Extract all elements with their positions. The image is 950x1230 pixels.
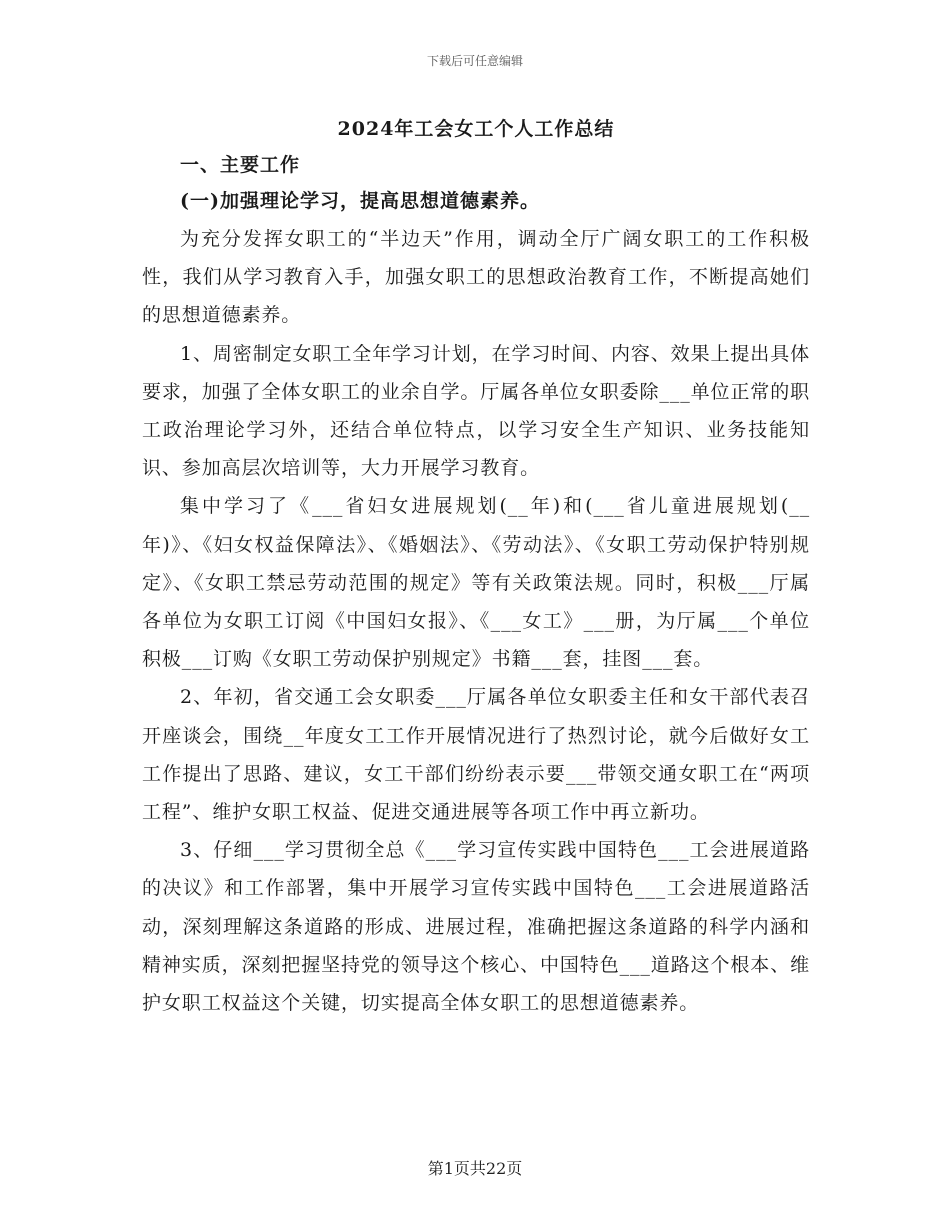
paragraph-intro: 为充分发挥女职工的“半边天”作用，调动全厅广阔女职工的工作积极性，我们从学习教育入手，加强女职工的思想政治教育工作，不断提高她们的思想道德素养。 — [142, 228, 810, 327]
page-number: 第1页共22页 — [427, 1159, 523, 1178]
document-body — [142, 112, 810, 1022]
document-title: 2024年工会女工个人工作总结 — [337, 118, 615, 140]
paragraph-collective-study: 集中学习了《___省妇女进展规划(__年)和(___省儿童进展规划(__年)》、《妇女权益保障法》、《婚姻法》、《劳动法》、《女职工劳动保护特别规定》、《女职工禁忌劳动范围的规定》等有关政策法规。同时，积极___厅属各单位为女职工订阅《中国妇女报》、《___女工》___册，为厅属___个单位积极___订购《女职工劳动保护别规定》书籍___套，挂图___套。 — [142, 495, 810, 671]
subsection-heading-theory-study: (一)加强理论学习，提高思想道德素养。 — [180, 190, 540, 212]
paragraph-item-1: 1、周密制定女职工全年学习计划，在学习时间、内容、效果上提出具体要求，加强了全体女职工的业余自学。厅属各单位女职委除___单位正常的职工政治理论学习外，还结合单位特点，以学习安全生产知识、业务技能知识、参加高层次培训等，大力开展学习教育。 — [142, 342, 811, 480]
page-header-note: 下载后可任意编辑 — [426, 54, 523, 68]
section-heading-main-work: 一、主要工作 — [180, 154, 301, 176]
paragraph-item-3: 3、仔细___学习贯彻全总《___学习宣传实践中国特色___工会进展道路的决议》和工作部署，集中开展学习宣传实践中国特色___工会进展道路活动，深刻理解这条道路的形成、进展过程，准确把握这条道路的科学内涵和精神实质，深刻把握坚持党的领导这个核心、中国特色___道路这个根本、维护女职工权益这个关键，切实提高全体女职工的思想道德素养。 — [142, 839, 811, 1015]
paragraph-item-2: 2、年初，省交通工会女职委___厅属各单位女职委主任和女干部代表召开座谈会，围绕__年度女工工作开展情况进行了热烈讨论，就今后做好女工工作提出了思路、建议，女工干部们纷纷表示要___带领交通女职工在“两项工程”、维护女职工权益、促进交通进展等各项工作中再立新功。 — [142, 686, 810, 824]
